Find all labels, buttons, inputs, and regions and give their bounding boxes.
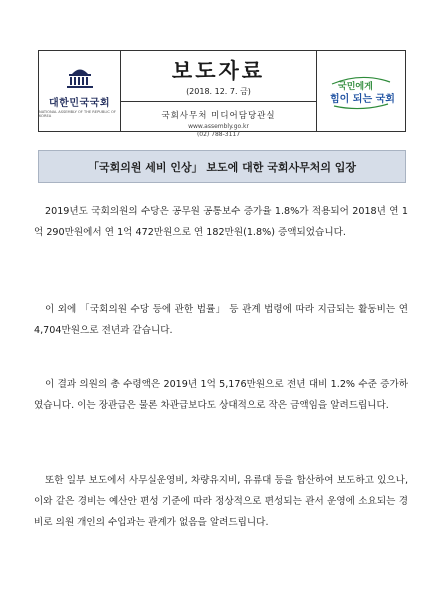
release-date: (2018. 12. 7. 금) [186, 87, 251, 96]
phone-number: (02) 788-3117 [196, 131, 241, 138]
slogan-cell [317, 51, 405, 131]
document-title: 보도자료 [171, 59, 266, 83]
paragraph-3-text: 이 결과 의원의 총 수령액은 2019년 1억 5,176만원으로 전년 대비 1.2% 수준 증가하였습니다. 이는 장관급은 물론 차관급보다도 상대적으로 작은 금액임을 알려드립니다. [34, 379, 408, 411]
slogan-line2: 힘이 되는 국회 [330, 94, 395, 105]
national-assembly-building-icon [63, 64, 97, 90]
website: www.assembly.go.kr [188, 123, 249, 130]
paragraph-2-text: 이 외에 「국회의원 수당 등에 관한 법률」 등 관계 법령에 따라 지급되는 활동비는 연 4,704만원으로 전년과 같습니다. [34, 304, 408, 336]
press-release-header [38, 50, 406, 138]
body-paragraph-4 [34, 470, 408, 533]
org-logo-cell [39, 51, 121, 131]
paragraph-1-text: 2019년도 국회의원의 수당은 공무원 공통보수 증가율 1.8%가 적용되어 2018년 연 1억 290만원에서 연 1억 472만원으로 연 182만원(1.8%) 증액되었습니다. [34, 206, 408, 238]
org-name: 대한민국국회 [49, 98, 110, 109]
slogan-logo [326, 70, 396, 112]
body-paragraph-3 [34, 374, 408, 416]
headline-banner [38, 150, 406, 183]
header-divider [121, 101, 316, 102]
paragraph-4-text: 또한 일부 보도에서 사무실운영비, 차량유지비, 유류대 등을 합산하여 보도하고 있으나, 이와 같은 경비는 예산안 편성 기준에 따라 정상적으로 편성되는 관서 운영에 소요되는 경비로 의원 개인의 수입과는 관계가 없음을 알려드립니다. [34, 475, 408, 528]
title-cell [121, 51, 317, 138]
org-english-name: NATIONAL ASSEMBLY OF THE REPUBLIC OF KOREA [39, 110, 116, 118]
department-name: 국회사무처 미디어담당관실 [161, 111, 276, 121]
body-paragraph-2 [34, 299, 408, 341]
body-paragraph-1 [34, 201, 408, 243]
headline-text: 「국회의원 세비 인상」 보도에 대한 국회사무처의 입장 [87, 160, 357, 174]
slogan-line1: 국민에게 [338, 82, 373, 92]
